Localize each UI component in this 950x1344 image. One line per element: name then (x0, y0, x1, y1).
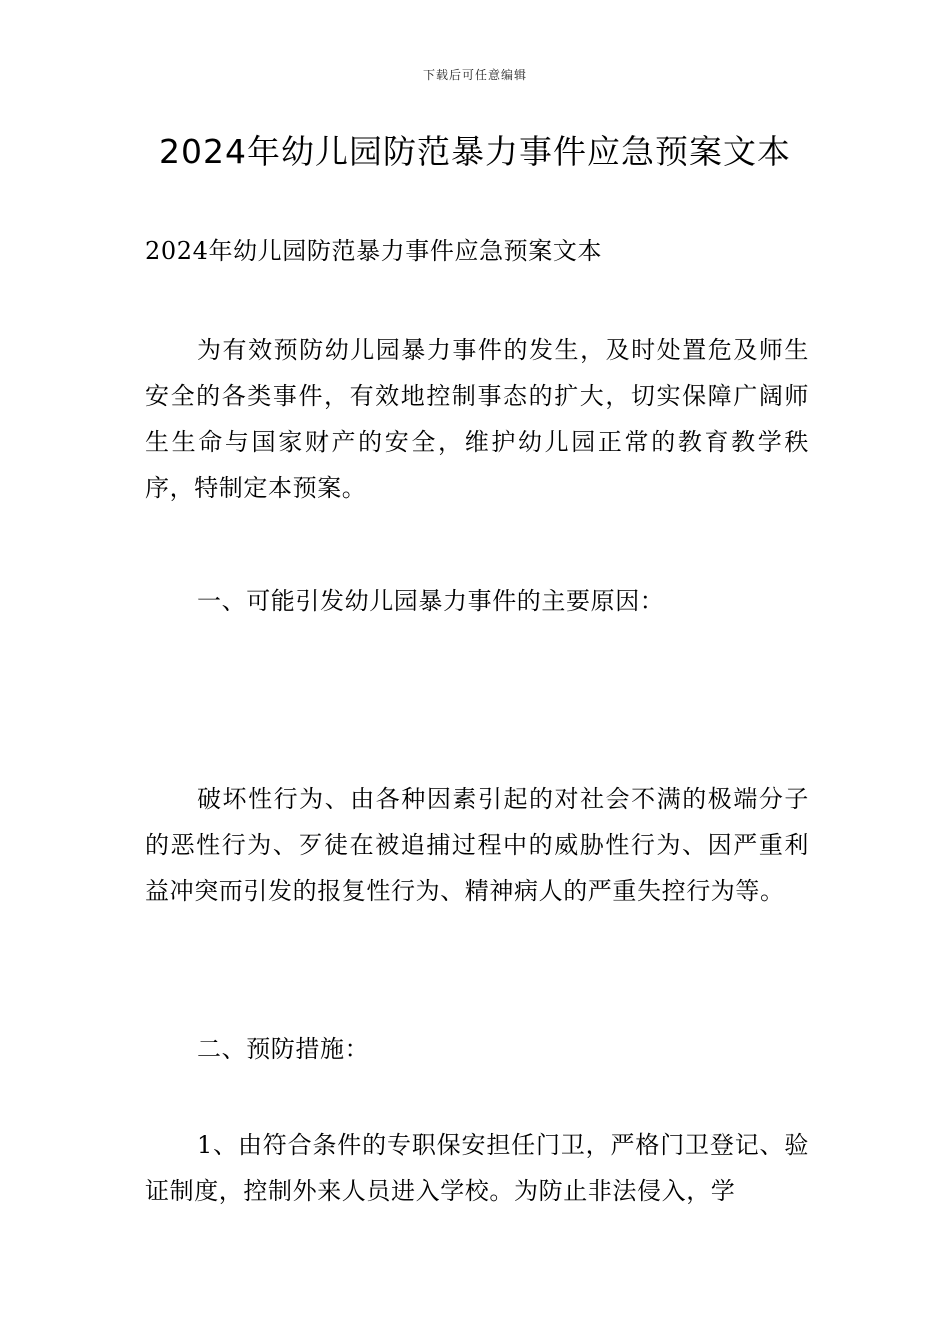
document-subtitle: 2024年幼儿园防范暴力事件应急预案文本 (145, 237, 603, 265)
causes-paragraph: 破坏性行为、由各种因素引起的对社会不满的极端分子的恶性行为、歹徒在被追捕过程中的威胁性行为、因严重利益冲突而引发的报复性行为、精神病人的严重失控行为等。 (145, 785, 809, 905)
document-title: 2024年幼儿园防范暴力事件应急预案文本 (159, 132, 791, 171)
prevention-item-1: 1、由符合条件的专职保安担任门卫，严格门卫登记、验证制度，控制外来人员进入学校。为防止非法侵入，学 (145, 1131, 809, 1205)
header-note: 下载后可任意编辑 (422, 68, 527, 82)
section-heading-causes: 一、可能引发幼儿园暴力事件的主要原因： (197, 587, 665, 615)
intro-paragraph: 为有效预防幼儿园暴力事件的发生，及时处置危及师生安全的各类事件，有效地控制事态的扩大，切实保障广阔师生生命与国家财产的安全，维护幼儿园正常的教育教学秩序，特制定本预案。 (145, 336, 809, 502)
section-heading-prevention: 二、预防措施： (197, 1035, 370, 1063)
